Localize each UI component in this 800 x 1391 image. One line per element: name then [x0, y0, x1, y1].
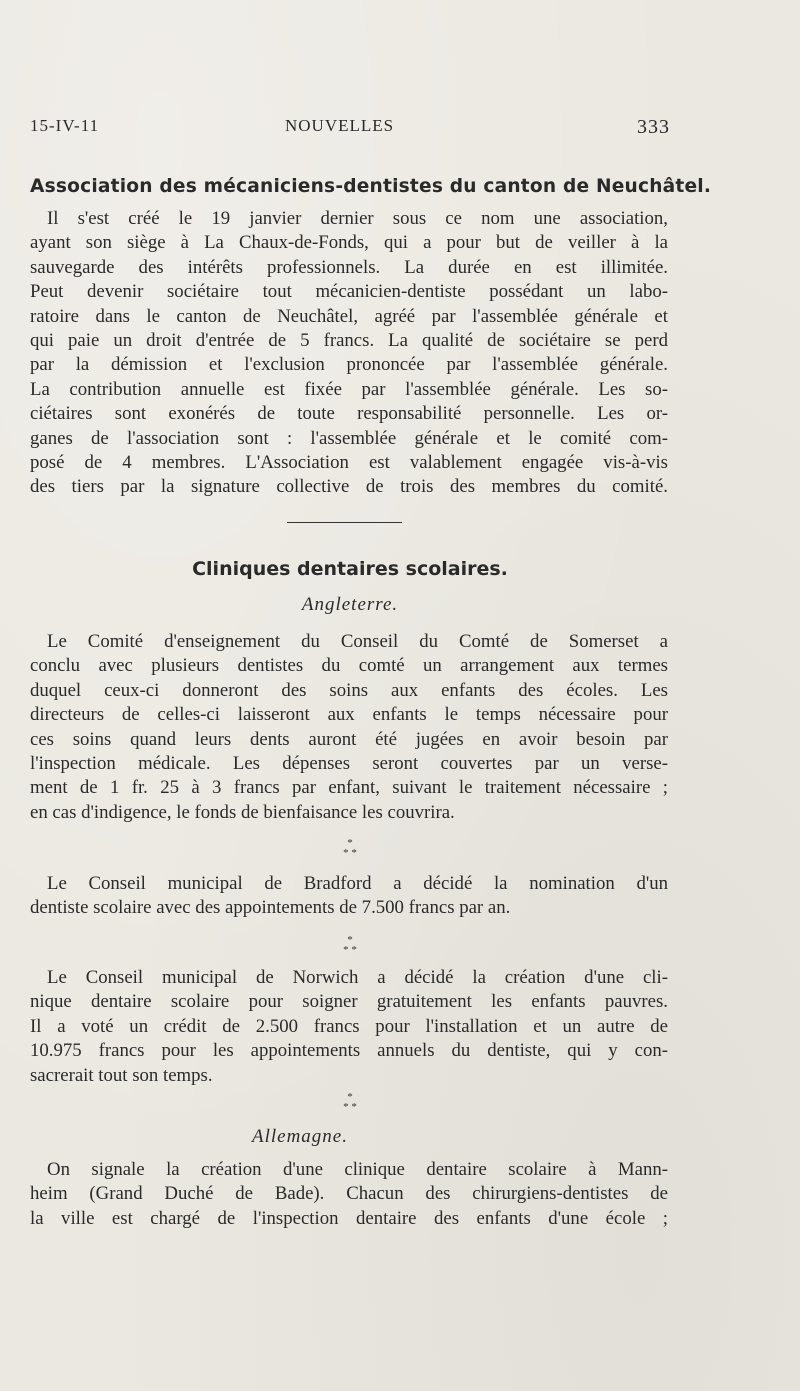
asterism-separator — [30, 838, 670, 858]
stars-bottom: * * — [343, 1101, 357, 1113]
section-divider — [287, 522, 402, 523]
text-line: sauvegarde des intérêts professionnels. La durée en est illimitée. — [30, 256, 668, 278]
text-line: ganes de l'association sont : l'assemblée générale et le comité com- — [30, 427, 668, 449]
text-line: Peut devenir sociétaire tout mécanicien-dentiste possédant un labo- — [30, 281, 668, 303]
text-line: ment de 1 fr. 25 à 3 francs par enfant, suivant le traitement nécessaire ; — [30, 777, 668, 799]
subsection-title-allemagne: Allemagne. — [251, 1126, 348, 1147]
text-line: en cas d'indigence, le fonds de bienfaisance les couvrira. — [30, 801, 455, 823]
paragraph-association — [30, 207, 668, 500]
text-line: conclu avec plusieurs dentistes du comté un arrangement aux termes — [30, 655, 668, 677]
text-line: des tiers par la signature collective de trois des membres du comité. — [30, 476, 668, 498]
stars-bottom: * * — [343, 847, 357, 859]
paragraph-somerset — [30, 630, 668, 825]
text-line: nique dentaire scolaire pour soigner gratuitement les enfants pauvres. — [30, 991, 668, 1013]
subsection-title-angleterre: Angleterre. — [301, 594, 399, 615]
text-line: duquel ceux-ci donneront des soins aux enfants des écoles. Les — [30, 679, 668, 701]
text-line: l'inspection médicale. Les dépenses seront couvertes par un verse- — [30, 753, 668, 775]
asterism-separator — [30, 935, 670, 955]
text-line: Il a voté un crédit de 2.500 francs pour l'installation et un autre de — [30, 1015, 668, 1037]
text-line: dentiste scolaire avec des appointements de 7.500 francs par an. — [30, 897, 511, 919]
text-line: ciétaires sont exonérés de toute responsabilité personnelle. Les or- — [30, 403, 668, 425]
running-header — [30, 116, 670, 142]
text-line: la ville est chargé de l'inspection dentaire des enfants d'une école ; — [30, 1207, 668, 1229]
text-line: Le Conseil municipal de Norwich a décidé la création d'une cli- — [47, 967, 668, 988]
paragraph-norwich — [30, 966, 668, 1088]
text-line: qui paie un droit d'entrée de 5 francs. La qualité de sociétaire se perd — [30, 330, 668, 352]
star-top: * — [347, 934, 353, 946]
text-line: Le Conseil municipal de Bradford a décidé la nomination d'un — [47, 873, 668, 894]
text-line: La contribution annuelle est fixée par l'assemblée générale. Les so- — [30, 378, 668, 400]
text-line: Le Comité d'enseignement du Conseil du Comté de Somerset a — [47, 631, 668, 652]
section-title-cliniques: Cliniques dentaires scolaires. — [192, 558, 508, 580]
text-line: On signale la création d'une clinique dentaire scolaire à Mann- — [47, 1159, 668, 1180]
text-line: ces soins quand leurs dents auront été jugées en avoir besoin par — [30, 728, 668, 750]
text-line: 10.975 francs pour les appointements annuels du dentiste, qui y con- — [30, 1040, 668, 1062]
text-line: par la démission et l'exclusion prononcée par l'assemblée générale. — [30, 354, 668, 376]
header-date: 15-IV-11 — [30, 116, 100, 135]
page-number: 333 — [637, 116, 670, 138]
paragraph-bradford — [30, 872, 668, 921]
text-line: posé de 4 membres. L'Association est valablement engagée vis-à-vis — [30, 452, 668, 474]
text-line: ratoire dans le canton de Neuchâtel, agréé par l'assemblée générale et — [30, 305, 668, 327]
section-title-association: Association des mécaniciens-dentistes du canton de Neuchâtel. — [30, 176, 712, 197]
text-line: sacrerait tout son temps. — [30, 1064, 213, 1086]
text-line: heim (Grand Duché de Bade). Chacun des chirurgiens-dentistes de — [30, 1183, 668, 1205]
paragraph-mannheim — [30, 1158, 668, 1231]
stars-bottom: * * — [343, 944, 357, 956]
star-top: * — [347, 1091, 353, 1103]
header-title: NOUVELLES — [285, 116, 395, 135]
asterism-separator — [30, 1092, 670, 1112]
star-top: * — [347, 837, 353, 849]
text-line: directeurs de celles-ci laisseront aux enfants le temps nécessaire pour — [30, 704, 668, 726]
text-line: Il s'est créé le 19 janvier dernier sous ce nom une association, — [47, 208, 668, 229]
text-line: ayant son siège à La Chaux-de-Fonds, qui a pour but de veiller à la — [30, 232, 668, 254]
